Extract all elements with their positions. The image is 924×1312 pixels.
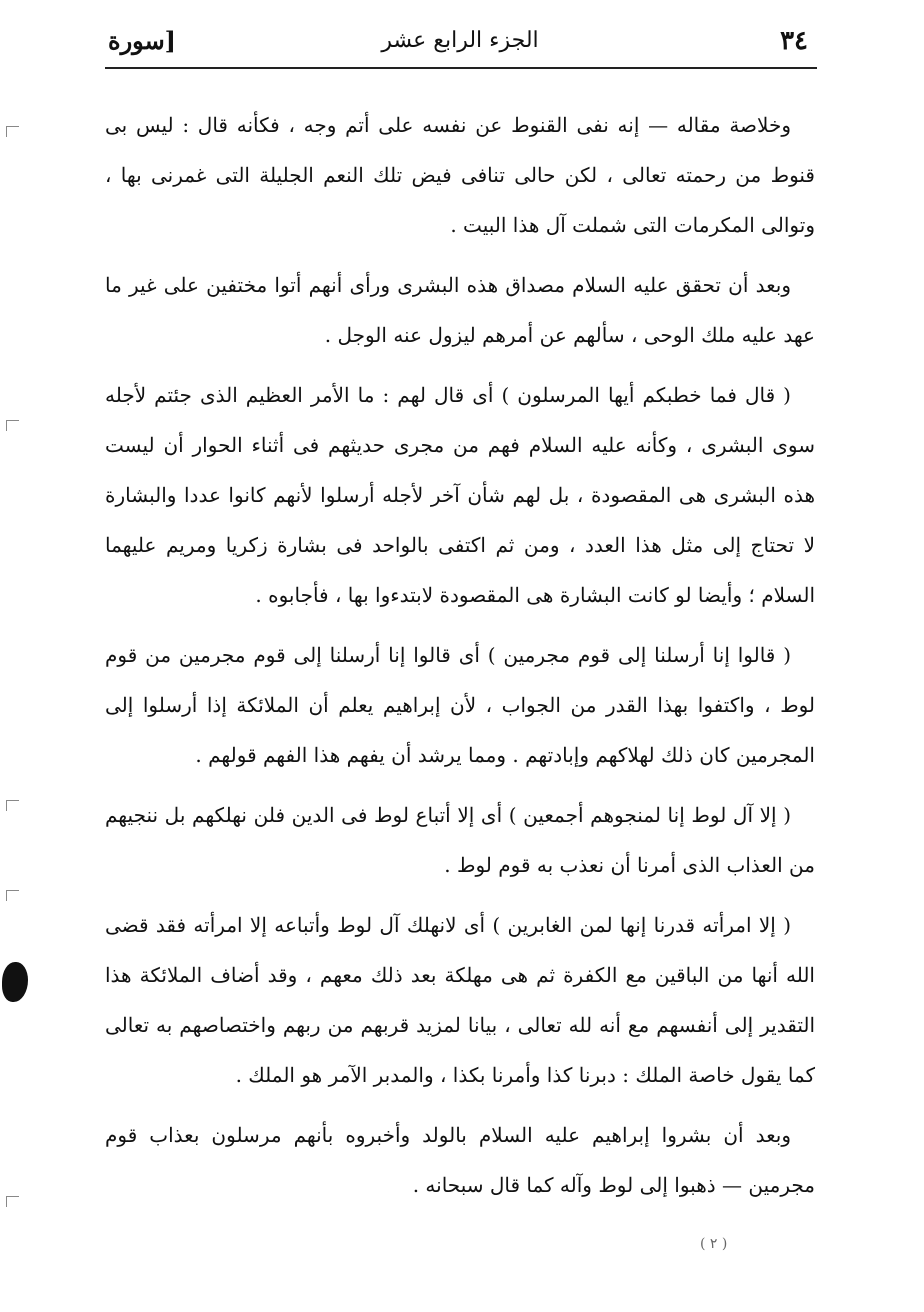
paragraph: ( قالوا إنا أرسلنا إلى قوم مجرمين ) أى قالوا إنا أرسلنا إلى قوم مجرمين من قوم لوط ، واكتفوا بهذا القدر من الجواب ، لأن إبراهيم يعلم أن الملائكة إذا أرسلوا إلى المجرمين كان ذلك لهلاكهم وإبادتهم . ومما يرشد أن يفهم هذا الفهم قولهم .: [105, 643, 815, 767]
paragraph: وبعد أن تحقق عليه السلام مصداق هذه البشرى ورأى أنهم أتوا مختفين على غير ما عهد عليه ملك الوحى ، سألهم عن أمرهم ليزول عنه الوجل .: [105, 273, 815, 347]
surah-label: سورة]: [108, 26, 177, 55]
header-rule: [105, 67, 817, 69]
margin-tick: [6, 800, 19, 811]
ink-blot: [2, 962, 28, 1002]
paragraph: ( إلا آل لوط إنا لمنجوهم أجمعين ) أى إلا أتباع لوط فى الدين فلن نهلكهم بل ننجيهم من العذاب الذى أمرنا أن نعذب به قوم لوط .: [105, 803, 815, 877]
paragraph: ( قال فما خطبكم أيها المرسلون ) أى قال لهم : ما الأمر العظيم الذى جئتم لأجله سوى البشرى ، وكأنه عليه السلام فهم من مجرى حديثهم فى أثناء الحوار أن ليست هذه البشرى هى المقصودة ، بل لهم شأن آخر لأجله أرسلوا لأنهم كانوا عددا والبشارة لا تحتاج إلى مثل هذا العدد ، ومن ثم اكتفى بالواحد فى بشارة زكريا ومريم عليهما السلام ؛ وأيضا لو كانت البشارة هى المقصودة لابتدءوا بها ، فأجابوه .: [105, 383, 815, 607]
running-title: الجزء الرابع عشر: [381, 28, 539, 53]
paragraph: وخلاصة مقاله — إنه نفى القنوط عن نفسه على أتم وجه ، فكأنه قال : ليس بى قنوط من رحمته تعالى ، لكن حالى تنافى فيض تلك النعم الجليلة التى غمرنى بها ، وتوالى المكرمات التى شملت آل هذا البيت .: [105, 113, 815, 237]
paragraph: ( إلا امرأته قدرنا إنها لمن الغابرين ) أى لانهلك آل لوط وأتباعه إلا امرأته فقد قضى الله أنها من الباقين مع الكفرة ثم هى مهلكة بعد ذلك معهم ، وقد أضاف الملائكة هذا التقدير إلى أنفسهم مع أنه لله تعالى ، بيانا لمزيد قربهم من ربهم واختصاصهم به تعالى كما يقول خاصة الملك : دبرنا كذا وأمرنا بكذا ، والمدبر الآمر هو الملك .: [105, 913, 815, 1087]
paragraph: وبعد أن بشروا إبراهيم عليه السلام بالولد وأخبروه بأنهم مرسلون بعذاب قوم مجرمين — ذهبوا إلى لوط وآله كما قال سبحانه .: [105, 1123, 815, 1197]
margin-tick: [6, 890, 19, 901]
margin-tick: [6, 126, 19, 137]
footer-mark: ( ٢ ): [700, 1236, 728, 1252]
margin-tick: [6, 1196, 19, 1207]
page-header: [100, 18, 820, 62]
body-text: [105, 100, 815, 1220]
margin-tick: [6, 420, 19, 431]
page-number: ٣٤: [780, 26, 808, 56]
